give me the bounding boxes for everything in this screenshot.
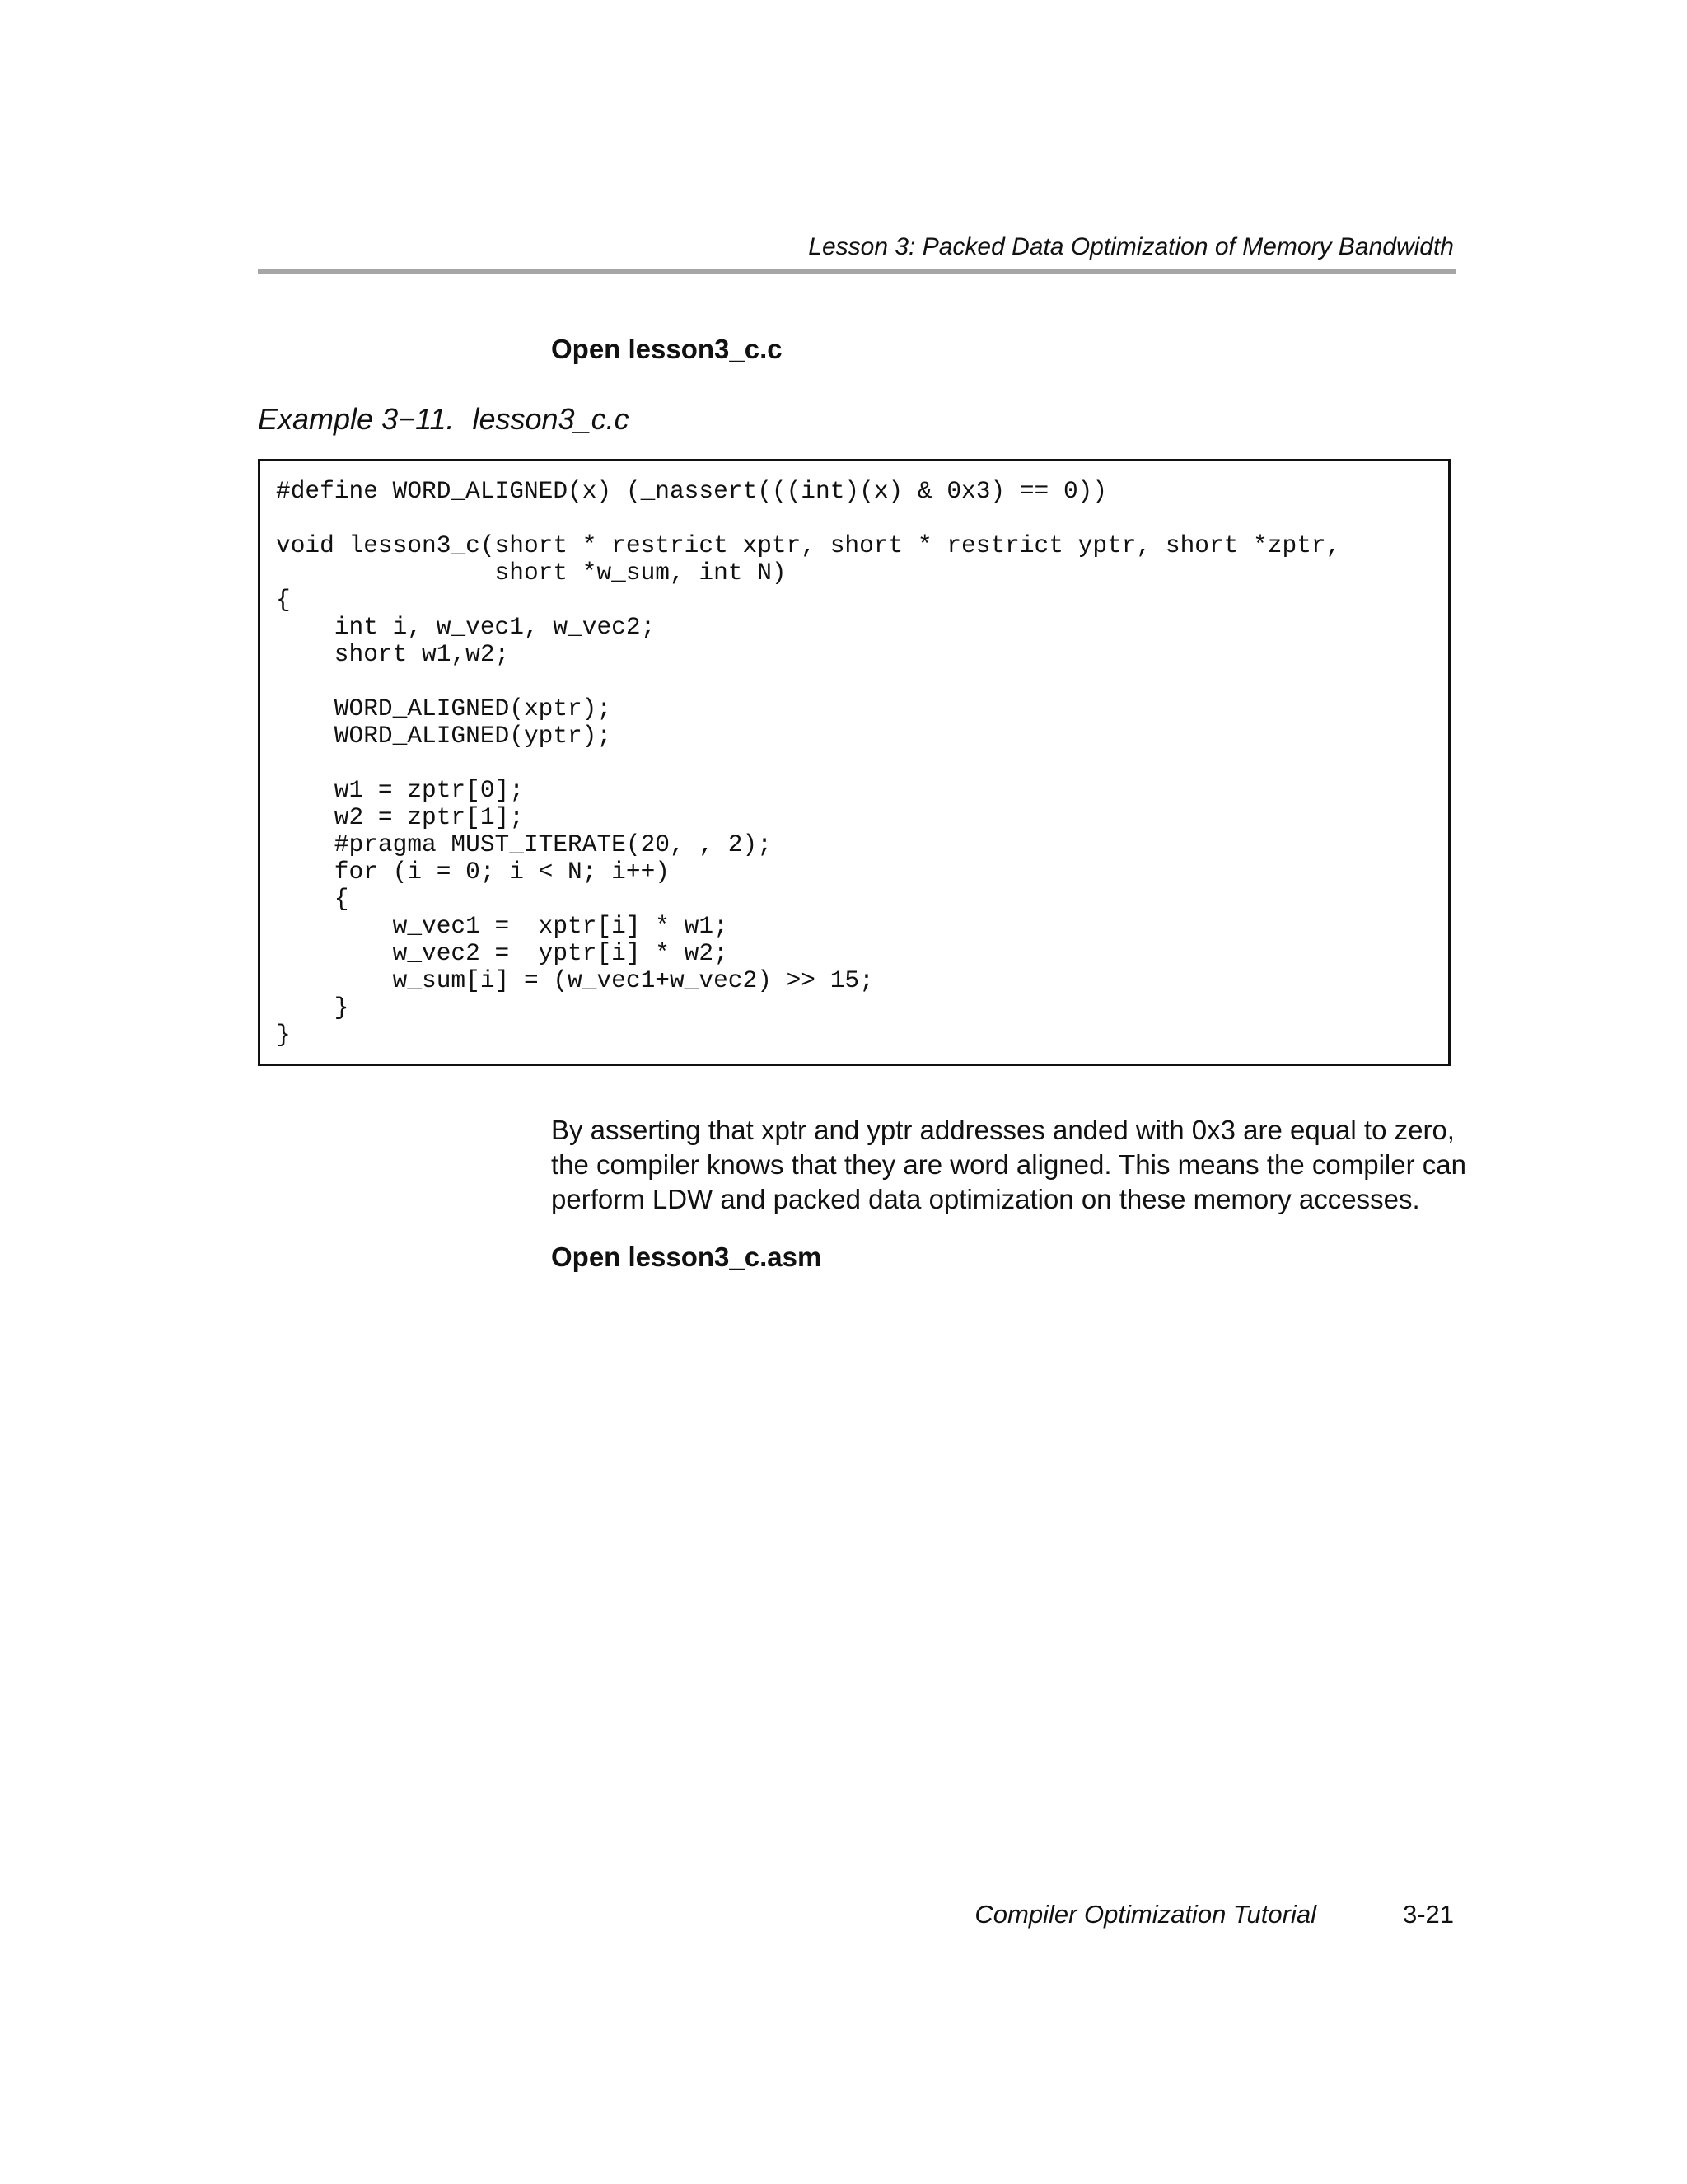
code-line: WORD_ALIGNED(yptr);: [276, 722, 612, 750]
code-line: WORD_ALIGNED(xptr);: [276, 694, 612, 723]
paragraph-line: the compiler knows that they are word aligned. This means the compiler can: [551, 1149, 1466, 1180]
code-line: short *w_sum, int N): [276, 559, 787, 587]
code-line: [276, 668, 1340, 695]
code-line: w_vec1 = xptr[i] * w1;: [276, 912, 728, 940]
code-listing: [276, 478, 1340, 1049]
paragraph-line: perform LDW and packed data optimization on these memory accesses.: [551, 1184, 1420, 1214]
code-line: {: [276, 586, 291, 614]
footer-title: Compiler Optimization Tutorial: [974, 1900, 1316, 1929]
code-line: #pragma MUST_ITERATE(20, , 2);: [276, 830, 772, 858]
code-line: short w1,w2;: [276, 640, 510, 668]
code-listing-box: [258, 459, 1451, 1066]
code-line: for (i = 0; i < N; i++): [276, 858, 670, 886]
code-line: w1 = zptr[0];: [276, 776, 524, 804]
code-line: [276, 505, 1340, 532]
example-title: lesson3_c.c: [472, 402, 629, 436]
code-line: w2 = zptr[1];: [276, 803, 524, 831]
code-line: int i, w_vec1, w_vec2;: [276, 613, 656, 641]
code-line: w_sum[i] = (w_vec1+w_vec2) >> 15;: [276, 966, 874, 994]
code-line: #define WORD_ALIGNED(x) (_nassert(((int)(x) & 0x3) == 0)): [276, 477, 1108, 505]
code-line: }: [276, 994, 349, 1022]
code-line: {: [276, 885, 349, 913]
example-caption: [258, 402, 629, 437]
running-header: Lesson 3: Packed Data Optimization of Memory Bandwidth: [808, 233, 1454, 260]
open-asm-file-instruction: Open lesson3_c.asm: [551, 1242, 822, 1272]
code-line: }: [276, 1021, 291, 1049]
header-rule: [258, 269, 1456, 274]
page-number: 3-21: [1402, 1900, 1454, 1929]
code-line: void lesson3_c(short * restrict xptr, short * restrict yptr, short *zptr,: [276, 531, 1341, 559]
paragraph-line: By asserting that xptr and yptr addresses anded with 0x3 are equal to zero,: [551, 1115, 1455, 1145]
code-line: [276, 750, 1340, 777]
open-source-file-instruction: Open lesson3_c.c: [551, 334, 783, 364]
example-number: Example 3−11.: [258, 402, 455, 436]
explanation-paragraph: [551, 1113, 1465, 1217]
code-line: w_vec2 = yptr[i] * w2;: [276, 939, 728, 967]
